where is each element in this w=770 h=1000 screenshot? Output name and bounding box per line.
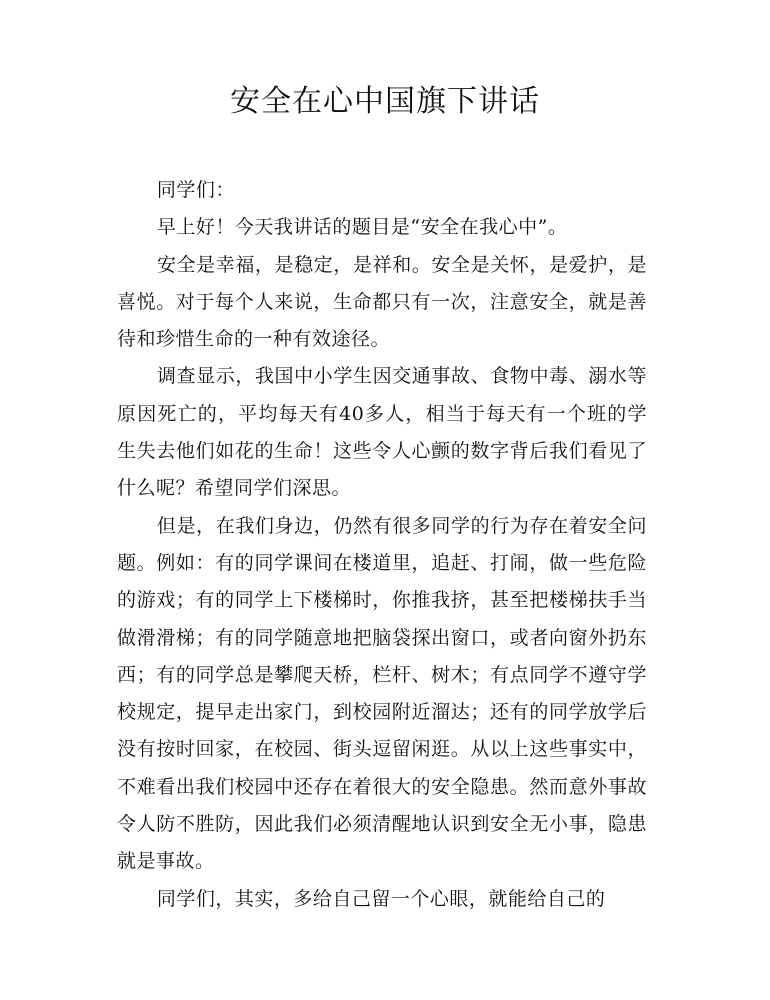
document-body [117,172,647,918]
paragraph-problems: 但是，在我们身边，仍然有很多同学的行为存在着安全问题。例如：有的同学课间在楼道里，追赶、打闹，做一些危险的游戏；有的同学上下楼梯时，你推我挤，甚至把楼梯扶手当做滑滑梯；有的同学随意地把脑袋探出窗口，或者向窗外扔东西；有的同学总是攀爬天桥，栏杆、树木；有点同学不遵守学校规定，提早走出家门，到校园附近溜达；还有的同学放学后没有按时回家，在校园、街头逗留闲逛。从以上这些事实中，不难看出我们校园中还存在着很大的安全隐患。然而意外事故令人防不胜防，因此我们必须清醒地认识到安全无小事，隐患就是事故。 [117,514,647,873]
paragraph-closing: 同学们，其实，多给自己留一个心眼，就能给自己的 [156,887,606,910]
paragraph-safety-meaning: 安全是幸福，是稳定，是祥和。安全是关怀，是爱护，是喜悦。对于每个人来说，生命都只有一次，注意安全，就是善待和珍惜生命的一种有效途径。 [117,253,647,351]
document-title: 安全在心中国旗下讲话 [230,84,540,119]
paragraph-survey: 调查显示，我国中小学生因交通事故、食物中毒、溺水等原因死亡的，平均每天有40多人，相当于每天有一个班的学生失去他们如花的生命！这些令人心颤的数字背后我们看见了什么呢？希望同学们深思。 [117,365,647,500]
paragraph-greeting: 同学们： [156,179,235,201]
paragraph-opening: 早上好！今天我讲话的题目是“安全在我心中”。 [156,216,568,239]
